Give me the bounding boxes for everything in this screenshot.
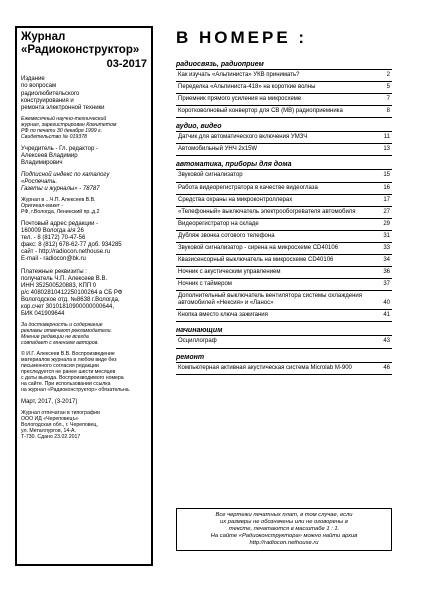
page-number: 8 xyxy=(386,108,390,115)
founder-info: Учредитель - Гл. редактор - Алексеев Владимир Владимирович xyxy=(21,145,98,166)
toc-item: Компьютерная активная акустическая система Microlab M-900 46 xyxy=(176,363,392,375)
registration-info: Ежемесячный научно-технический журнал, зарегистрирован Комитетом РФ по печати 30 декабря 1999 г. Свидетельство № 019378 xyxy=(21,115,117,140)
page-number: 27 xyxy=(383,208,390,215)
section-title: начинающим xyxy=(176,327,392,336)
payment-details: Платежные реквизиты : получатель Ч.П. Алексеев В.В. ИНН 352500520883, КПП 0 р/с 40802810412250100264 в СБ РФ Вологодское отд. №8638 г.Вологда, кор.счет 30101810900000000644, БИК 041909644 xyxy=(21,268,123,317)
page-number: 15 xyxy=(383,172,390,179)
page-number: 29 xyxy=(383,220,390,227)
section-title: аудио, видео xyxy=(176,123,392,132)
email: E-mail - radiocon@bk.ru xyxy=(21,256,86,263)
issue-number: 03-2017 xyxy=(106,58,147,71)
contents-header: В НОМЕРЕ : xyxy=(176,28,308,47)
page-number: 13 xyxy=(383,146,390,153)
toc-item: Средства охраны на микроконтроллерах 17 xyxy=(176,195,392,207)
toc-item: Работа видеорегистратора в качестве видеоглаза 16 xyxy=(176,183,392,195)
page-number: 11 xyxy=(383,134,390,141)
page-number: 36 xyxy=(383,269,390,276)
postal-address: Почтовый адрес редакции - 160009 Вологда а/я 26 тел. - 8 (8172) 70-47-56 факс: 8 (812) 678-62-77 доб. 934285 сайт - http://radiocon.nethouse.ru E-mail - radiocon@bk.ru xyxy=(21,221,147,263)
toc-item: Переделка «Альпиниста-418» на короткие волны 5 xyxy=(176,82,392,94)
page-number: 2 xyxy=(386,72,390,78)
page-number: 7 xyxy=(386,96,390,103)
toc-item: Звуковой сигнализатор - сирена на микросхеме CD40106 33 xyxy=(176,243,392,255)
copyright-note: © И.Г. Алексеев В.В. Воспроизведение материалов журнала в любом виде без письменного согласия редакции преследуется не ранее шести месяцев с даты выхода. Воспроизводимого номера на сайте. При использовании ссылка на журнал «Радиоконструктор» обязательна. xyxy=(21,350,131,393)
journal-title-line: Журнал xyxy=(21,31,66,43)
section-title: ремонт xyxy=(176,354,392,363)
page-number: 40 xyxy=(383,300,390,307)
toc-item: Видеорегистратор на складе 29 xyxy=(176,219,392,231)
toc-item: Кнопка вместо ключа зажигания 41 xyxy=(176,310,392,322)
subscription-index: Подписной индекс по каталогу «Роспечать. Газеты и журналы» - 78787 xyxy=(21,171,110,193)
page-number: 34 xyxy=(383,257,390,264)
toc-item: Приемник прямого усиления на микросхеме 7 xyxy=(176,94,392,106)
page-number: 5 xyxy=(386,84,390,91)
imprint-box xyxy=(15,26,153,566)
page-number: 33 xyxy=(383,244,390,251)
page-number: 37 xyxy=(383,281,390,288)
toc-item: Осциллограф 43 xyxy=(176,336,392,348)
toc-item: Дубляж звонка сотового телефона 31 xyxy=(176,231,392,243)
table-of-contents xyxy=(176,56,392,375)
section-title: радиосвязь, радиоприем xyxy=(176,61,392,70)
staff-info: Журнал в ...Ч.П. Алексеев В.В. Оригинал-макет - РФ, г.Вологда, Ленинский пр.,д.2 xyxy=(21,197,100,216)
toc-item: Ночник с акустическим управлением 36 xyxy=(176,267,392,279)
pcb-scale-note: Все чертежи печатных плат, в том случае, если их размеры не обозначены или не оговорены в тексте, печатаются в масштабе 1 : 1. На сайте «Радиоконструктора» можно найти архив http://radiocon.nethouse.ru xyxy=(176,508,392,551)
toc-item: Квазисенсорный выключатель на микросхеме CD40106 34 xyxy=(176,255,392,267)
site-link: http://radiocon.nethouse.ru xyxy=(249,539,319,546)
toc-item: Коротковолновый конвертор для СВ (МВ) радиоприемника 8 xyxy=(176,106,392,118)
page-number: 46 xyxy=(383,364,390,371)
description: Издание по вопросам радиолюбительского конструирования и ремонта электронной техники xyxy=(21,76,105,111)
toc-item: Дополнительный выключатель вентилятора системы охлаждения автомобилей «Нексия» и «Ланос» 40 xyxy=(176,291,392,310)
section-beginners xyxy=(176,327,392,348)
section-radio xyxy=(176,61,392,118)
page-number: 16 xyxy=(383,184,390,191)
site-link: сайт - http://radiocon.nethouse.ru xyxy=(21,249,111,256)
page-number: 31 xyxy=(383,232,390,239)
toc-item: Звуковой сигнализатор 15 xyxy=(176,170,392,182)
journal-title-name: «Радиоконструктор» xyxy=(21,44,140,57)
section-audio-video xyxy=(176,123,392,156)
section-automation xyxy=(176,161,392,322)
section-title: автоматика, приборы для дома xyxy=(176,161,392,170)
page-number: 17 xyxy=(383,196,390,203)
page-number: 41 xyxy=(383,312,390,319)
toc-item: Датчик для автоматического включения УМЗЧ 11 xyxy=(176,132,392,144)
section-repair xyxy=(176,354,392,375)
toc-item: Автомобильный УНЧ 2х15W 13 xyxy=(176,144,392,156)
issue-date: Март, 2017, (3-2017) xyxy=(21,398,78,405)
toc-item: Ночник с таймером 37 xyxy=(176,279,392,291)
responsibility-note: За достоверность и содержание рекламы отвечают рекламодатели. Мнение редакции не всегда совпадает с мнением авторов. xyxy=(21,322,112,346)
print-info: Журнал отпечатан в типографии ООО ИД «Череповецъ» Вологодская обл., г. Череповец, ул. Металлургов, 14-А. Т-730. Сдано 23.02.2017 xyxy=(21,409,100,440)
page-number: 43 xyxy=(383,338,390,345)
toc-item: Как изучать «Альпиниста» УКВ принимать? 2 xyxy=(176,70,392,82)
toc-item: «Телефонный» выключатель электрообогревателя автомобиля 27 xyxy=(176,207,392,219)
